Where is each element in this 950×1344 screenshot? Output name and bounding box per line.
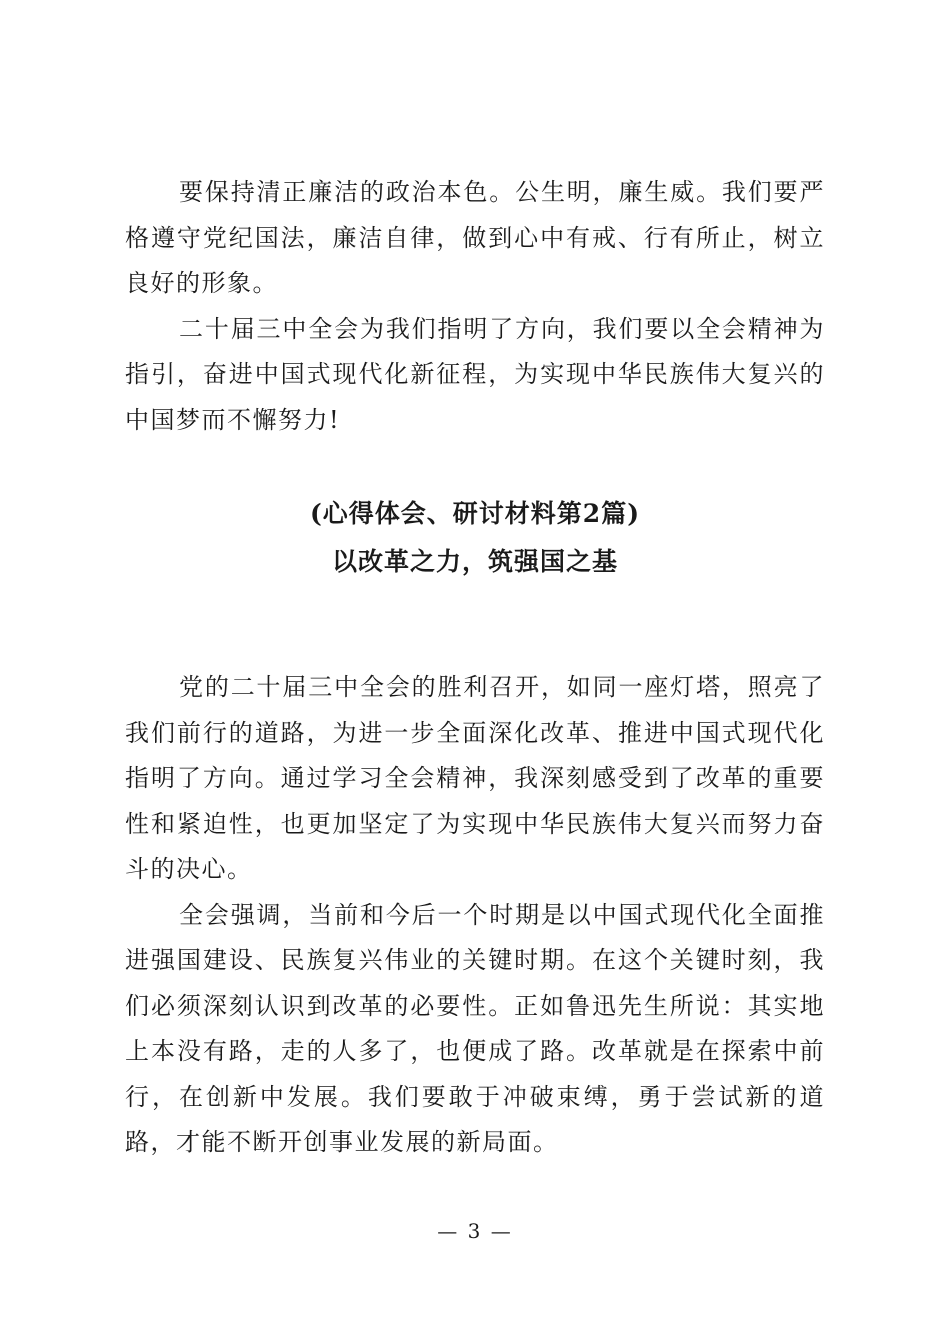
page-number: — 3 — [437, 1219, 513, 1243]
article-heading [125, 490, 825, 586]
article-title: 以改革之力，筑强国之基 [331, 547, 618, 576]
section-1-body [125, 170, 825, 443]
article-2-body [125, 665, 825, 1166]
paragraph: 全会强调，当前和今后一个时期是以中国式现代化全面推进强国建设、民族复兴伟业的关键时期。在这个关键时刻，我们必须深刻认识到改革的必要性。正如鲁迅先生所说：其实地上本没有路，走的人多了，也便成了路。改革就是在探索中前行，在创新中发展。我们要敢于冲破束缚，勇于尝试新的道路，才能不断开创事业发展的新局面。 [125, 900, 825, 1156]
article-series-label: (心得体会、研讨材料第2篇) [309, 499, 641, 528]
paragraph: 要保持清正廉洁的政治本色。公生明，廉生威。我们要严格遵守党纪国法，廉洁自律，做到心中有戒、行有所止，树立良好的形象。 [125, 178, 825, 297]
paragraph: 二十届三中全会为我们指明了方向，我们要以全会精神为指引，奋进中国式现代化新征程，为实现中华民族伟大复兴的中国梦而不懈努力! [125, 314, 825, 434]
paragraph: 党的二十届三中全会的胜利召开，如同一座灯塔，照亮了我们前行的道路，为进一步全面深化改革、推进中国式现代化指明了方向。通过学习全会精神，我深刻感受到了改革的重要性和紧迫性，也更加坚定了为实现中华民族伟大复兴而努力奋斗的决心。 [125, 673, 825, 883]
